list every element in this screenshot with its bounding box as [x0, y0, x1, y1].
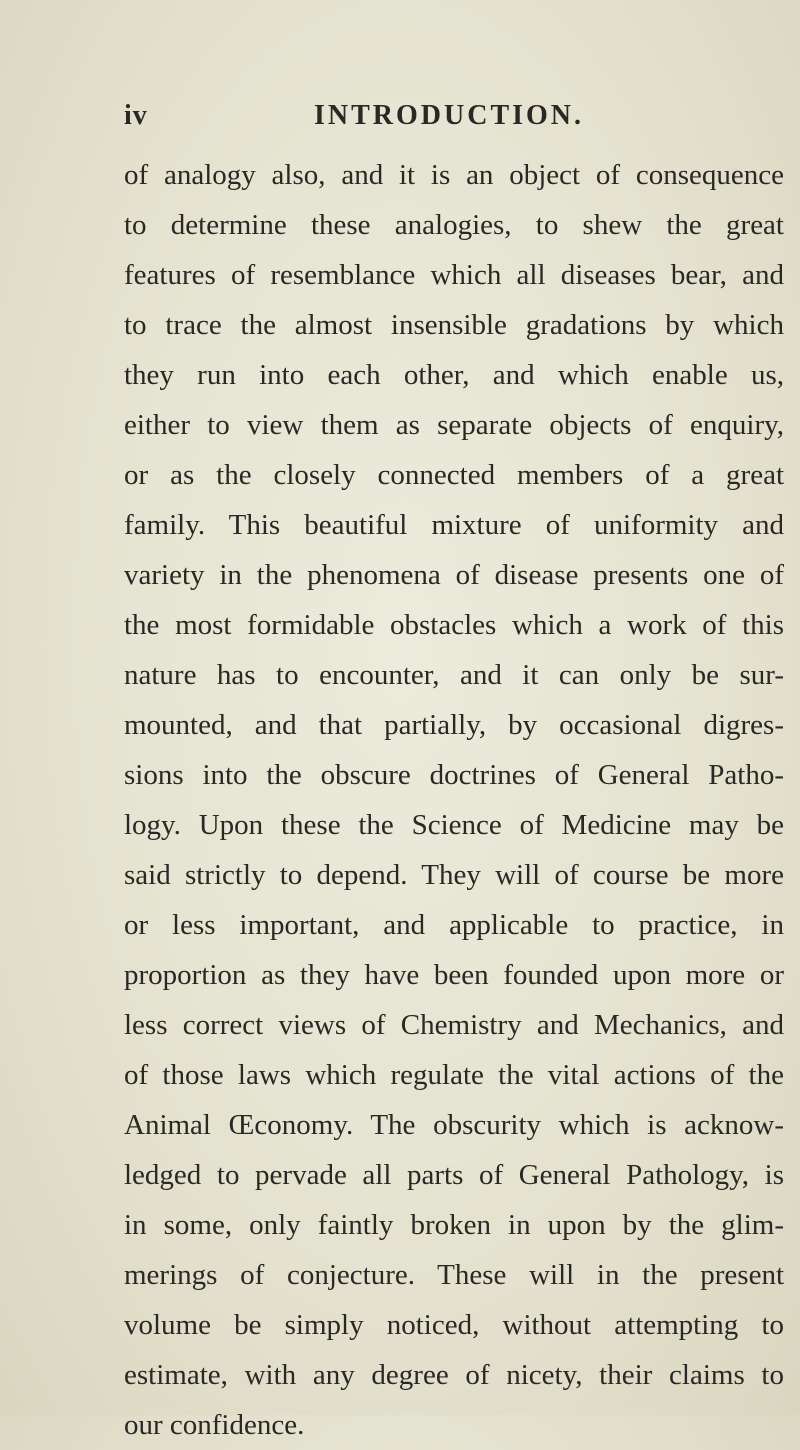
text-line: the most formidable obstacles which a work of this	[124, 609, 784, 641]
text-line: logy. Upon these the Science of Medicine may be	[124, 809, 784, 841]
text-line: or as the closely connected members of a great	[124, 459, 784, 491]
text-line: sions into the obscure doctrines of General Patho-	[124, 759, 784, 791]
text-line: volume be simply noticed, without attempting to	[124, 1309, 784, 1341]
text-line: less correct views of Chemistry and Mechanics, and	[124, 1009, 784, 1041]
text-line: features of resemblance which all diseases bear, and	[124, 259, 784, 291]
text-line: ledged to pervade all parts of General Pathology, is	[124, 1159, 784, 1191]
text-line: variety in the phenomena of disease presents one of	[124, 559, 784, 591]
text-line: or less important, and applicable to practice, in	[124, 909, 784, 941]
text-line: estimate, with any degree of nicety, their claims to	[124, 1359, 784, 1391]
text-line: nature has to encounter, and it can only be sur-	[124, 659, 784, 691]
text-line: either to view them as separate objects of enquiry,	[124, 409, 784, 441]
text-line: they run into each other, and which enable us,	[124, 359, 784, 391]
text-line: said strictly to depend. They will of course be more	[124, 859, 784, 891]
text-line: of analogy also, and it is an object of consequence	[124, 159, 784, 191]
text-line: to determine these analogies, to shew the great	[124, 209, 784, 241]
text-line: proportion as they have been founded upon more or	[124, 959, 784, 991]
page-number: iv	[124, 100, 148, 131]
text-line: in some, only faintly broken in upon by the glim-	[124, 1209, 784, 1241]
running-head	[124, 100, 764, 140]
text-line: Animal Œconomy. The obscurity which is acknow-	[124, 1109, 784, 1141]
header-title: INTRODUCTION.	[314, 100, 585, 131]
text-line: mounted, and that partially, by occasional digres-	[124, 709, 784, 741]
text-line: of those laws which regulate the vital actions of the	[124, 1059, 784, 1091]
text-line: family. This beautiful mixture of uniformity and	[124, 509, 784, 541]
text-line: our confidence.	[124, 1409, 305, 1441]
text-line: to trace the almost insensible gradations by which	[124, 309, 784, 341]
text-line: merings of conjecture. These will in the present	[124, 1259, 784, 1291]
body-text	[124, 150, 784, 1450]
